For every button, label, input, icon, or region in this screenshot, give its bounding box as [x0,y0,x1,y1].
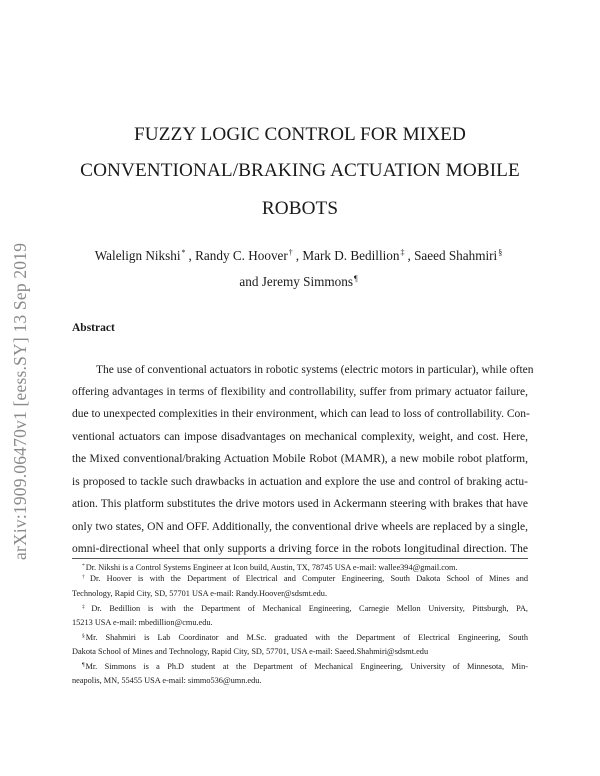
footnote-mark: ‡ [82,604,91,610]
footnote-text: Dr. Nikshi is a Control Systems Engineer at Icon build, Austin, TX, 78745 USA e-mail: wallee394@gmail.com. [85,563,458,572]
footnote-simmons [82,660,528,672]
footnote-text: Mr. Shahmiri is Lab Coordinator and M.Sc. graduated with the Department of Electrical Engineering, South [85,633,528,642]
abstract-line: is proposed to tackle such drawbacks in actuation and explore the use and control of braking actu- [72,476,528,488]
paper-title-line-3: ROBOTS [261,198,339,219]
author-name: Mark D. Bedillion [302,248,400,263]
author-list-line-2 [0,274,600,290]
abstract-line: ventional actuators can impose disadvantages on mechanical complexity, weight, and cost. Here, [72,431,528,443]
footnote-bedillion [82,602,528,614]
author-name: Saeed Shahmiri [414,248,498,263]
abstract-line: ation. This platform substitutes the drive motors used in Ackermann steering with brakes that have [72,498,528,510]
author-footnote-mark: ‡ [400,248,405,257]
footnote-bedillion-cont: 15213 USA e-mail: mbedillion@cmu.edu. [72,618,213,627]
footnote-mark: * [82,563,85,569]
author-name: Randy C. Hoover [195,248,288,263]
author-footnote-mark: † [288,248,293,257]
footnote-text: Mr. Simmons is a Ph.D student at the Department of Mechanical Engineering, University of Minnesota, Min- [85,662,528,671]
paper-title-line-2: CONVENTIONAL/BRAKING ACTUATION MOBILE [80,160,520,181]
author-footnote-mark: § [498,248,503,257]
footnote-separator [72,558,528,559]
arxiv-identifier: arXiv:1909.06470v1 [eess.SY] 13 Sep 2019 [10,242,30,560]
abstract-line: the Mixed conventional/braking Actuation Mobile Robot (MAMR), a new mobile robot platform, [72,453,528,465]
footnote-text: Dr. Hoover is with the Department of Electrical and Computer Engineering, South Dakota School of Mines and [89,574,529,583]
footnote-text: Dr. Bedillion is with the Department of Mechanical Engineering, Carnegie Mellon University, Pittsburgh, PA, [91,604,529,613]
footnote-hoover-cont: Technology, Rapid City, SD, 57701 USA e-mail: Randy.Hoover@sdsmt.edu. [72,589,328,598]
abstract-line: only two states, ON and OFF. Additionally, the conventional drive wheels are replaced by a single, [72,521,528,533]
footnote-simmons-cont: neapolis, MN, 55455 USA e-mail: simmo536@umn.edu. [72,676,262,685]
abstract-heading: Abstract [72,322,115,334]
abstract-line: offering advantages in terms of flexibility and controllability, suffer from primary actuator failure, [72,386,528,398]
author-footnote-mark: * [181,248,186,257]
footnote-mark: † [82,574,89,580]
footnote-shahmiri [82,631,528,643]
author-footnote-mark: ¶ [353,274,358,283]
footnote-shahmiri-cont: Dakota School of Mines and Technology, Rapid City, SD, 57701, USA e-mail: Saeed.Shahmiri@sdsmt.edu [72,647,429,656]
author-name: and Jeremy Simmons [239,274,353,289]
author-name: Walelign Nikshi [94,248,181,263]
footnote-mark: § [82,633,85,639]
author-list-line-1: Walelign Nikshi* , Randy C. Hoover† , Mark D. Bedillion‡ , Saeed Shahmiri§ [94,248,503,263]
abstract-line: The use of conventional actuators in robotic systems (electric motors in particular), while often [96,364,534,376]
paper-title-line-1: FUZZY LOGIC CONTROL FOR MIXED [134,124,466,145]
abstract-line: due to unexpected complexities in their environment, which can lead to loss of controllability. Con- [72,408,530,420]
footnote-hoover [82,572,528,584]
footnote-mark: ¶ [82,662,85,668]
abstract-line: omni-directional wheel that only supports a driving force in the robots longitudinal direction. The [72,543,528,555]
